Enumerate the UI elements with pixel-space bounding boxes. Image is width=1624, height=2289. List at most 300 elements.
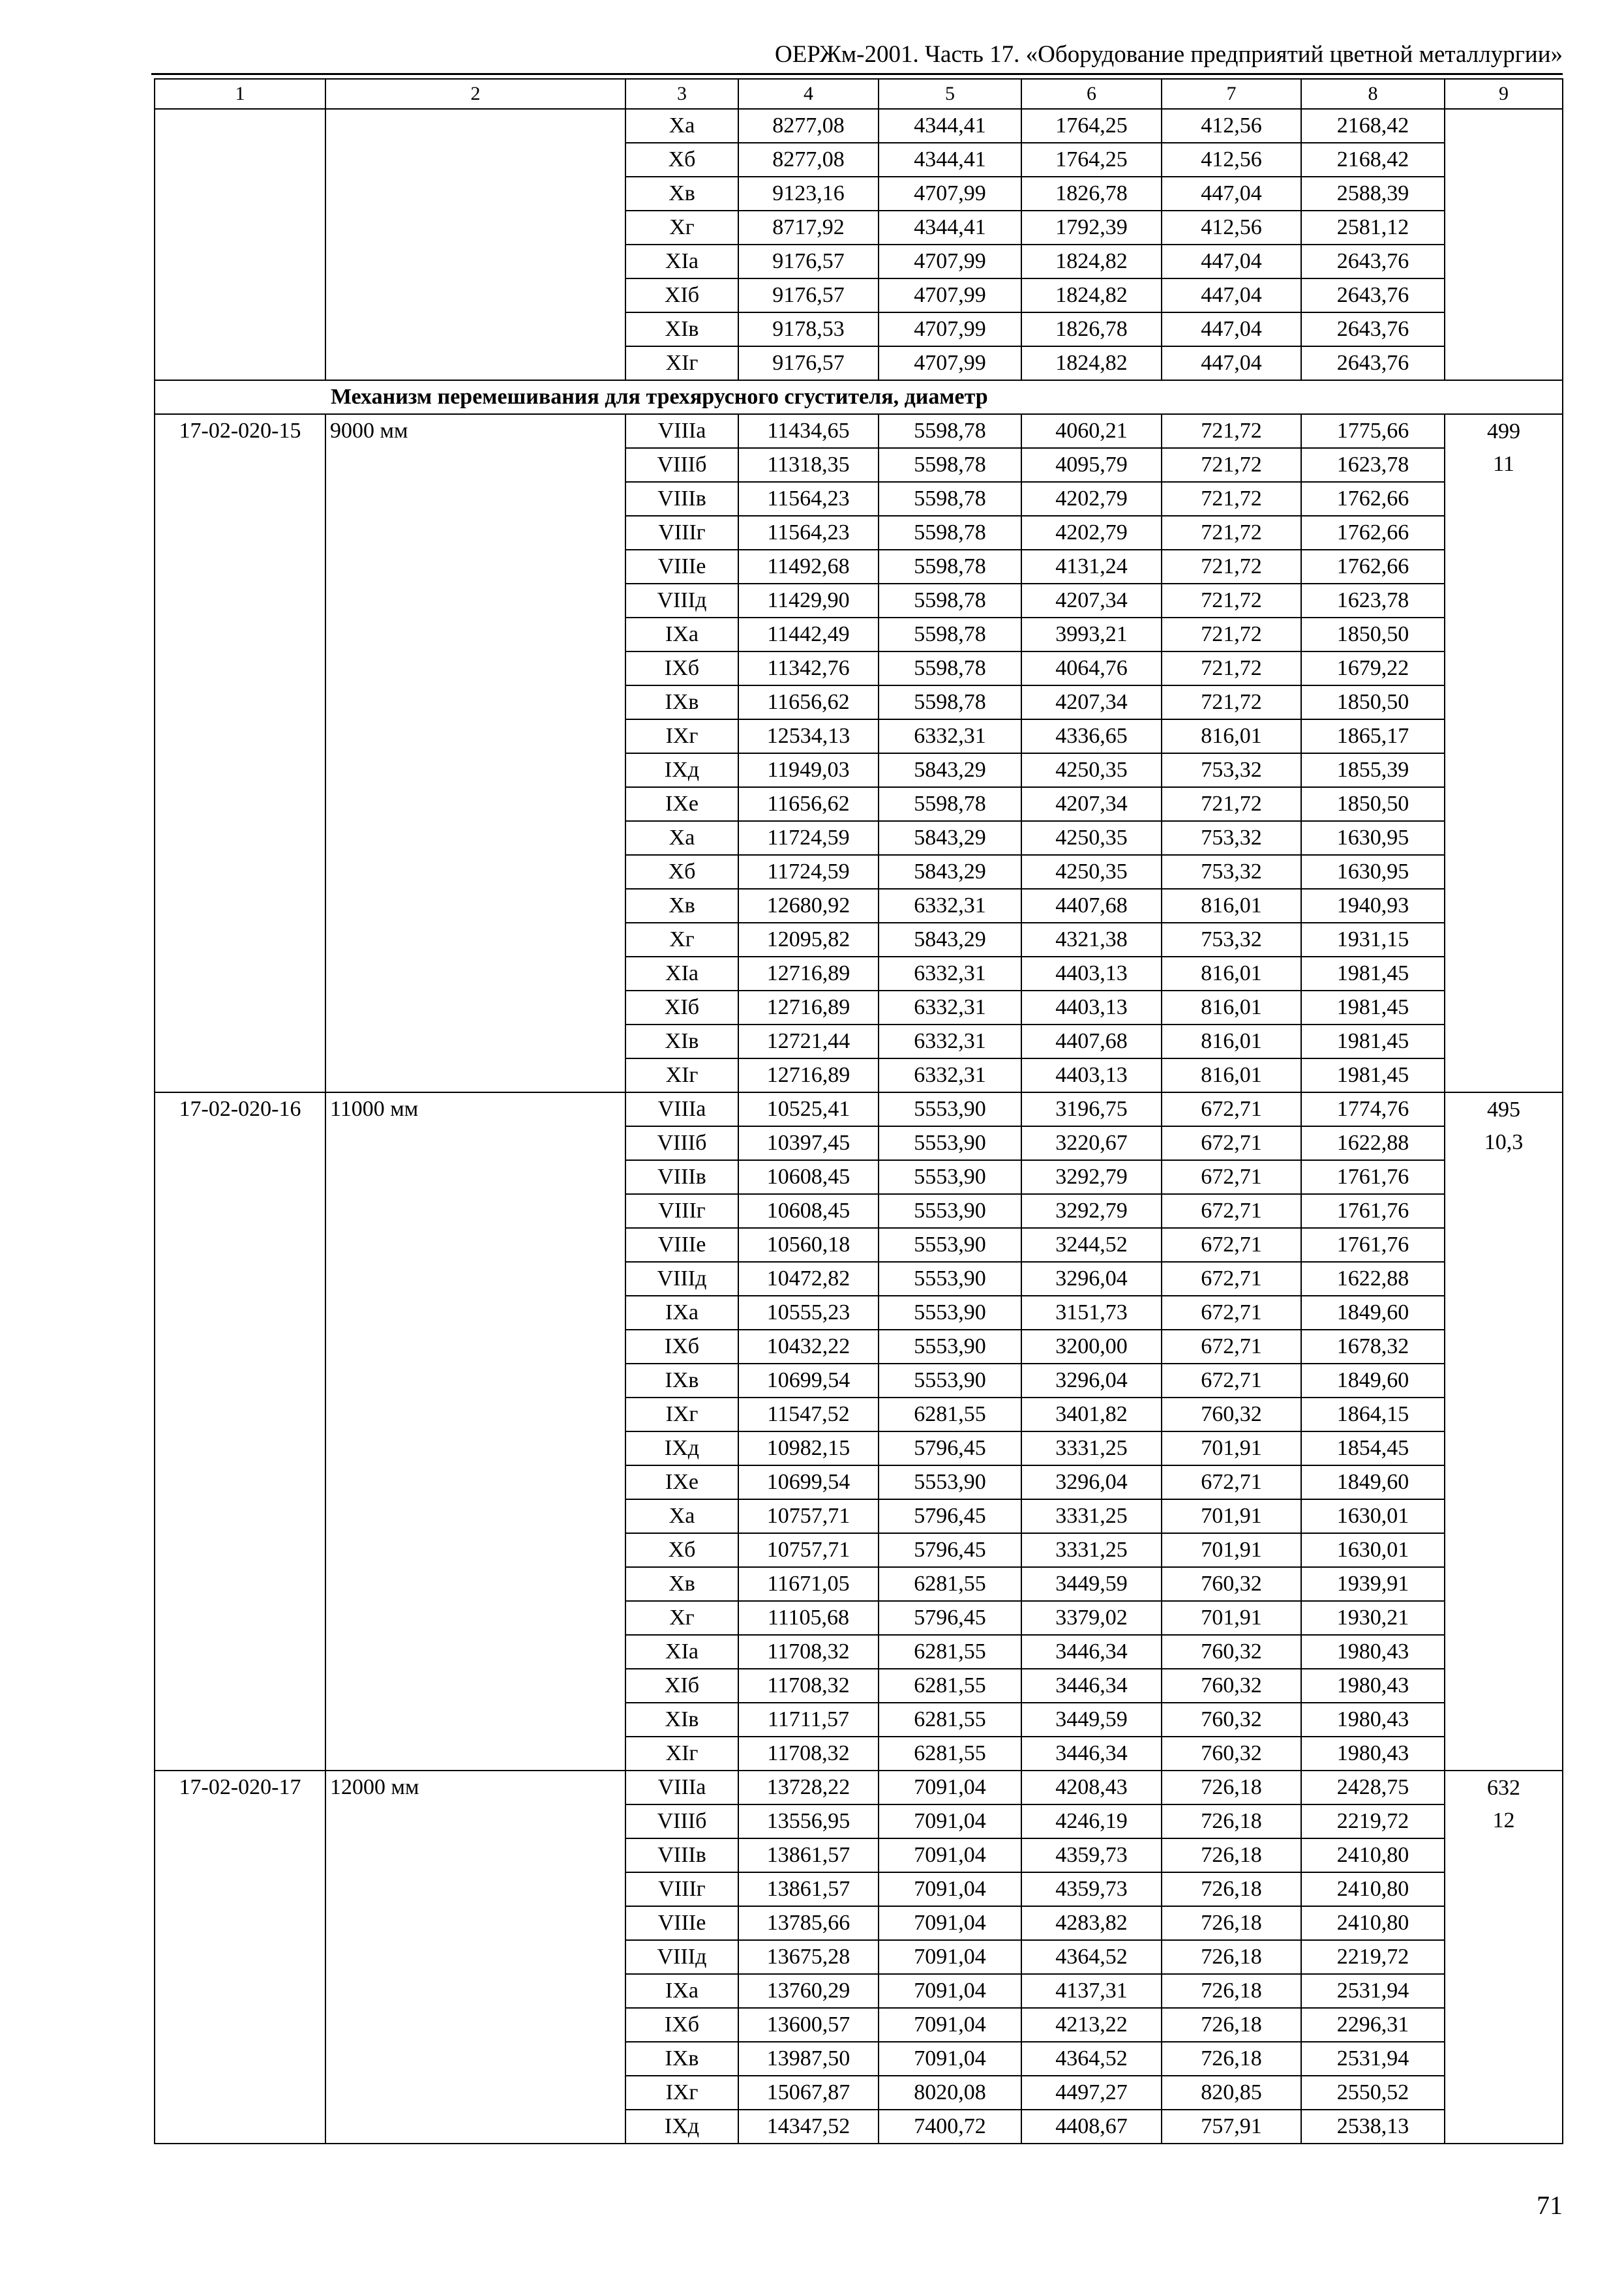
- value-cell: 13728,22: [738, 1771, 879, 1804]
- variant-cell: IXб: [625, 651, 738, 685]
- value-cell: 726,18: [1162, 1906, 1301, 1940]
- value-cell: 816,01: [1162, 1025, 1301, 1058]
- column-number: 7: [1162, 79, 1301, 109]
- value-cell: 4246,19: [1021, 1804, 1162, 1838]
- value-cell: 5796,45: [879, 1601, 1021, 1635]
- value-cell: 1630,95: [1301, 855, 1445, 889]
- value-cell: 1679,22: [1301, 651, 1445, 685]
- value-cell: 11724,59: [738, 855, 879, 889]
- column-number: 3: [625, 79, 738, 109]
- variant-cell: IXг: [625, 719, 738, 753]
- value-cell: 672,71: [1162, 1296, 1301, 1330]
- value-cell: 1762,66: [1301, 482, 1445, 516]
- value-cell: 721,72: [1162, 448, 1301, 482]
- value-cell: 4207,34: [1021, 685, 1162, 719]
- value-cell: 5598,78: [879, 414, 1021, 448]
- value-cell: 726,18: [1162, 1771, 1301, 1804]
- value-cell: 721,72: [1162, 584, 1301, 618]
- value-cell: 4207,34: [1021, 584, 1162, 618]
- value-cell: 11564,23: [738, 482, 879, 516]
- variant-cell: IXв: [625, 2042, 738, 2076]
- value-cell: 4207,34: [1021, 787, 1162, 821]
- value-cell: 7091,04: [879, 2008, 1021, 2042]
- value-cell: 2643,76: [1301, 312, 1445, 346]
- variant-cell: XIг: [625, 1737, 738, 1771]
- value-cell: 4064,76: [1021, 651, 1162, 685]
- value-cell: 1980,43: [1301, 1669, 1445, 1703]
- value-cell: 5598,78: [879, 685, 1021, 719]
- section-title: Механизм перемешивания для трехярусного сгустителя, диаметр: [325, 380, 1563, 414]
- value-cell: 760,32: [1162, 1737, 1301, 1771]
- value-cell: 2643,76: [1301, 278, 1445, 312]
- value-cell: 10982,15: [738, 1431, 879, 1465]
- value-cell: 721,72: [1162, 618, 1301, 651]
- table-row: [155, 414, 1563, 448]
- value-cell: 4707,99: [879, 312, 1021, 346]
- value-cell: 3151,73: [1021, 1296, 1162, 1330]
- value-cell: 672,71: [1162, 1126, 1301, 1160]
- value-cell: 4707,99: [879, 177, 1021, 211]
- value-cell: 4707,99: [879, 278, 1021, 312]
- value-cell: 1940,93: [1301, 889, 1445, 923]
- variant-cell: VIIIг: [625, 1194, 738, 1228]
- value-cell: 701,91: [1162, 1601, 1301, 1635]
- value-cell: 12721,44: [738, 1025, 879, 1058]
- value-cell: 1849,60: [1301, 1364, 1445, 1398]
- variant-cell: IXв: [625, 685, 738, 719]
- rate-code: 17-02-020-16: [155, 1092, 325, 1771]
- value-cell: 8277,08: [738, 143, 879, 177]
- value-cell: 6281,55: [879, 1398, 1021, 1431]
- extra-value: 11: [1445, 448, 1563, 1092]
- value-cell: 1762,66: [1301, 516, 1445, 550]
- value-cell: 4403,13: [1021, 957, 1162, 991]
- variant-cell: XIг: [625, 1058, 738, 1092]
- value-cell: 4359,73: [1021, 1872, 1162, 1906]
- value-cell: 11442,49: [738, 618, 879, 651]
- value-cell: 5553,90: [879, 1330, 1021, 1364]
- value-cell: 5796,45: [879, 1533, 1021, 1567]
- variant-cell: VIIIe: [625, 1906, 738, 1940]
- value-cell: 5553,90: [879, 1228, 1021, 1262]
- variant-cell: IXг: [625, 1398, 738, 1431]
- value-cell: 4344,41: [879, 109, 1021, 143]
- value-cell: 412,56: [1162, 109, 1301, 143]
- value-cell: 4283,82: [1021, 1906, 1162, 1940]
- variant-cell: IXa: [625, 618, 738, 651]
- value-cell: 5598,78: [879, 787, 1021, 821]
- value-cell: 4344,41: [879, 211, 1021, 245]
- value-cell: 721,72: [1162, 685, 1301, 719]
- value-cell: 816,01: [1162, 991, 1301, 1025]
- value-cell: 6281,55: [879, 1703, 1021, 1737]
- variant-cell: VIIIв: [625, 1160, 738, 1194]
- value-cell: 13556,95: [738, 1804, 879, 1838]
- value-cell: 6332,31: [879, 957, 1021, 991]
- value-cell: 1850,50: [1301, 685, 1445, 719]
- value-cell: 5843,29: [879, 923, 1021, 957]
- value-cell: 701,91: [1162, 1533, 1301, 1567]
- value-cell: 447,04: [1162, 346, 1301, 380]
- value-cell: 1981,45: [1301, 991, 1445, 1025]
- value-cell: 5553,90: [879, 1262, 1021, 1296]
- value-cell: 5796,45: [879, 1431, 1021, 1465]
- value-cell: 2643,76: [1301, 346, 1445, 380]
- value-cell: 1764,25: [1021, 143, 1162, 177]
- value-cell: 1981,45: [1301, 1058, 1445, 1092]
- header-rule: [151, 73, 1563, 75]
- section-row: [155, 380, 1563, 414]
- value-cell: 2219,72: [1301, 1940, 1445, 1974]
- table-row: [155, 109, 1563, 143]
- name-cell: [325, 109, 625, 380]
- value-cell: 11724,59: [738, 821, 879, 855]
- variant-cell: IXa: [625, 1296, 738, 1330]
- value-cell: 3331,25: [1021, 1533, 1162, 1567]
- variant-cell: Xб: [625, 143, 738, 177]
- value-cell: 1761,76: [1301, 1160, 1445, 1194]
- value-cell: 11711,57: [738, 1703, 879, 1737]
- variant-cell: Xг: [625, 211, 738, 245]
- value-cell: 726,18: [1162, 1804, 1301, 1838]
- value-cell: 10757,71: [738, 1499, 879, 1533]
- value-cell: 816,01: [1162, 957, 1301, 991]
- variant-cell: XIб: [625, 278, 738, 312]
- variant-cell: VIIIe: [625, 550, 738, 584]
- variant-cell: IXa: [625, 1974, 738, 2008]
- value-cell: 1930,21: [1301, 1601, 1445, 1635]
- value-cell: 672,71: [1162, 1194, 1301, 1228]
- value-cell: 9176,57: [738, 278, 879, 312]
- variant-cell: XIв: [625, 312, 738, 346]
- value-cell: 11564,23: [738, 516, 879, 550]
- value-cell: 816,01: [1162, 719, 1301, 753]
- variant-cell: XIб: [625, 1669, 738, 1703]
- column-number: 4: [738, 79, 879, 109]
- value-cell: 7091,04: [879, 1771, 1021, 1804]
- value-cell: 4707,99: [879, 346, 1021, 380]
- value-cell: 721,72: [1162, 482, 1301, 516]
- value-cell: 3200,00: [1021, 1330, 1162, 1364]
- value-cell: 672,71: [1162, 1364, 1301, 1398]
- value-cell: 11949,03: [738, 753, 879, 787]
- variant-cell: VIIIб: [625, 1126, 738, 1160]
- value-cell: 2219,72: [1301, 1804, 1445, 1838]
- value-cell: 4321,38: [1021, 923, 1162, 957]
- value-cell: 6281,55: [879, 1737, 1021, 1771]
- value-cell: 672,71: [1162, 1465, 1301, 1499]
- value-cell: 12716,89: [738, 991, 879, 1025]
- variant-cell: IXв: [625, 1364, 738, 1398]
- variant-cell: VIIIб: [625, 448, 738, 482]
- value-cell: 447,04: [1162, 312, 1301, 346]
- value-cell: 5553,90: [879, 1364, 1021, 1398]
- value-cell: 7400,72: [879, 2110, 1021, 2144]
- variant-cell: XIв: [625, 1703, 738, 1737]
- column-number: 9: [1445, 79, 1563, 109]
- extra-cell: [1445, 109, 1563, 380]
- value-cell: 4060,21: [1021, 414, 1162, 448]
- value-cell: 447,04: [1162, 177, 1301, 211]
- value-cell: 5598,78: [879, 482, 1021, 516]
- value-cell: 1622,88: [1301, 1262, 1445, 1296]
- variant-cell: Xa: [625, 821, 738, 855]
- value-cell: 5598,78: [879, 618, 1021, 651]
- value-cell: 2410,80: [1301, 1872, 1445, 1906]
- value-cell: 13675,28: [738, 1940, 879, 1974]
- value-cell: 3331,25: [1021, 1431, 1162, 1465]
- value-cell: 9178,53: [738, 312, 879, 346]
- extra-value: 499: [1445, 414, 1563, 448]
- value-cell: 3449,59: [1021, 1567, 1162, 1601]
- value-cell: 6281,55: [879, 1635, 1021, 1669]
- variant-cell: Xв: [625, 889, 738, 923]
- variant-cell: Xб: [625, 855, 738, 889]
- value-cell: 1849,60: [1301, 1465, 1445, 1499]
- value-cell: 672,71: [1162, 1228, 1301, 1262]
- code-cell: [155, 109, 325, 380]
- rate-code: 17-02-020-17: [155, 1771, 325, 2144]
- value-cell: 11434,65: [738, 414, 879, 448]
- value-cell: 11656,62: [738, 787, 879, 821]
- table-row: [155, 1771, 1563, 1804]
- value-cell: 672,71: [1162, 1160, 1301, 1194]
- value-cell: 6281,55: [879, 1669, 1021, 1703]
- value-cell: 11708,32: [738, 1737, 879, 1771]
- variant-cell: VIIIв: [625, 482, 738, 516]
- value-cell: 4336,65: [1021, 719, 1162, 753]
- value-cell: 1980,43: [1301, 1635, 1445, 1669]
- value-cell: 13785,66: [738, 1906, 879, 1940]
- value-cell: 4131,24: [1021, 550, 1162, 584]
- extra-value: 495: [1445, 1092, 1563, 1126]
- value-cell: 1678,32: [1301, 1330, 1445, 1364]
- variant-cell: Xa: [625, 1499, 738, 1533]
- value-cell: 760,32: [1162, 1567, 1301, 1601]
- value-cell: 10432,22: [738, 1330, 879, 1364]
- value-cell: 2531,94: [1301, 1974, 1445, 2008]
- value-cell: 726,18: [1162, 1940, 1301, 1974]
- value-cell: 721,72: [1162, 516, 1301, 550]
- variant-cell: Xв: [625, 177, 738, 211]
- value-cell: 15067,87: [738, 2076, 879, 2110]
- value-cell: 721,72: [1162, 787, 1301, 821]
- value-cell: 8020,08: [879, 2076, 1021, 2110]
- value-cell: 4095,79: [1021, 448, 1162, 482]
- value-cell: 11429,90: [738, 584, 879, 618]
- value-cell: 4250,35: [1021, 821, 1162, 855]
- value-cell: 1623,78: [1301, 448, 1445, 482]
- equipment-name: 12000 мм: [325, 1771, 625, 2144]
- value-cell: 13861,57: [738, 1872, 879, 1906]
- variant-cell: VIIIe: [625, 1228, 738, 1262]
- value-cell: 4202,79: [1021, 482, 1162, 516]
- running-header: ОЕРЖм-2001. Часть 17. «Оборудование предприятий цветной металлургии»: [774, 41, 1563, 68]
- value-cell: 10472,82: [738, 1262, 879, 1296]
- value-cell: 5843,29: [879, 753, 1021, 787]
- value-cell: 1630,95: [1301, 821, 1445, 855]
- value-cell: 13600,57: [738, 2008, 879, 2042]
- value-cell: 3196,75: [1021, 1092, 1162, 1126]
- value-cell: 4364,52: [1021, 2042, 1162, 2076]
- extra-value: 10,3: [1445, 1126, 1563, 1771]
- value-cell: 1849,60: [1301, 1296, 1445, 1330]
- value-cell: 1775,66: [1301, 414, 1445, 448]
- variant-cell: IXд: [625, 753, 738, 787]
- value-cell: 4407,68: [1021, 1025, 1162, 1058]
- extra-value: 12: [1445, 1804, 1563, 2144]
- value-cell: 2168,42: [1301, 143, 1445, 177]
- variant-cell: VIIIa: [625, 1771, 738, 1804]
- value-cell: 12680,92: [738, 889, 879, 923]
- value-cell: 11656,62: [738, 685, 879, 719]
- value-cell: 11342,76: [738, 651, 879, 685]
- column-number-row: [155, 79, 1563, 109]
- value-cell: 3401,82: [1021, 1398, 1162, 1431]
- value-cell: 1824,82: [1021, 278, 1162, 312]
- value-cell: 1981,45: [1301, 957, 1445, 991]
- value-cell: 721,72: [1162, 651, 1301, 685]
- value-cell: 1980,43: [1301, 1737, 1445, 1771]
- value-cell: 5598,78: [879, 448, 1021, 482]
- rate-code: 17-02-020-15: [155, 414, 325, 1092]
- column-number: 6: [1021, 79, 1162, 109]
- equipment-name: 9000 мм: [325, 414, 625, 1092]
- value-cell: 2531,94: [1301, 2042, 1445, 2076]
- value-cell: 412,56: [1162, 143, 1301, 177]
- value-cell: 3296,04: [1021, 1262, 1162, 1296]
- value-cell: 10757,71: [738, 1533, 879, 1567]
- variant-cell: VIIIд: [625, 1262, 738, 1296]
- value-cell: 1761,76: [1301, 1228, 1445, 1262]
- value-cell: 7091,04: [879, 1804, 1021, 1838]
- value-cell: 1761,76: [1301, 1194, 1445, 1228]
- value-cell: 4403,13: [1021, 1058, 1162, 1092]
- value-cell: 5598,78: [879, 550, 1021, 584]
- value-cell: 1850,50: [1301, 618, 1445, 651]
- value-cell: 2296,31: [1301, 2008, 1445, 2042]
- value-cell: 12716,89: [738, 957, 879, 991]
- value-cell: 9176,57: [738, 346, 879, 380]
- value-cell: 4707,99: [879, 245, 1021, 278]
- value-cell: 1864,15: [1301, 1398, 1445, 1431]
- value-cell: 6332,31: [879, 1058, 1021, 1092]
- value-cell: 10699,54: [738, 1465, 879, 1499]
- value-cell: 7091,04: [879, 2042, 1021, 2076]
- column-number: 5: [879, 79, 1021, 109]
- value-cell: 2581,12: [1301, 211, 1445, 245]
- value-cell: 3331,25: [1021, 1499, 1162, 1533]
- variant-cell: IXг: [625, 2076, 738, 2110]
- table-row: [155, 1092, 1563, 1126]
- value-cell: 701,91: [1162, 1431, 1301, 1465]
- value-cell: 13987,50: [738, 2042, 879, 2076]
- value-cell: 5598,78: [879, 584, 1021, 618]
- value-cell: 10525,41: [738, 1092, 879, 1126]
- value-cell: 757,91: [1162, 2110, 1301, 2144]
- value-cell: 820,85: [1162, 2076, 1301, 2110]
- value-cell: 701,91: [1162, 1499, 1301, 1533]
- value-cell: 4208,43: [1021, 1771, 1162, 1804]
- value-cell: 8277,08: [738, 109, 879, 143]
- value-cell: 5843,29: [879, 821, 1021, 855]
- variant-cell: IXб: [625, 1330, 738, 1364]
- value-cell: 1630,01: [1301, 1499, 1445, 1533]
- rates-table: [154, 78, 1563, 2144]
- value-cell: 753,32: [1162, 855, 1301, 889]
- value-cell: 13760,29: [738, 1974, 879, 2008]
- value-cell: 1824,82: [1021, 346, 1162, 380]
- value-cell: 1826,78: [1021, 312, 1162, 346]
- value-cell: 1630,01: [1301, 1533, 1445, 1567]
- value-cell: 10397,45: [738, 1126, 879, 1160]
- value-cell: 7091,04: [879, 1906, 1021, 1940]
- value-cell: 1865,17: [1301, 719, 1445, 753]
- value-cell: 11671,05: [738, 1567, 879, 1601]
- value-cell: 7091,04: [879, 1940, 1021, 1974]
- value-cell: 760,32: [1162, 1703, 1301, 1737]
- table-body: [155, 109, 1563, 2144]
- value-cell: 6332,31: [879, 889, 1021, 923]
- value-cell: 760,32: [1162, 1398, 1301, 1431]
- variant-cell: XIб: [625, 991, 738, 1025]
- value-cell: 4344,41: [879, 143, 1021, 177]
- value-cell: 4250,35: [1021, 855, 1162, 889]
- value-cell: 2588,39: [1301, 177, 1445, 211]
- value-cell: 1622,88: [1301, 1126, 1445, 1160]
- value-cell: 11708,32: [738, 1635, 879, 1669]
- variant-cell: IXe: [625, 1465, 738, 1499]
- variant-cell: VIIIд: [625, 584, 738, 618]
- value-cell: 816,01: [1162, 889, 1301, 923]
- value-cell: 2428,75: [1301, 1771, 1445, 1804]
- value-cell: 3446,34: [1021, 1737, 1162, 1771]
- value-cell: 12534,13: [738, 719, 879, 753]
- variant-cell: VIIIг: [625, 516, 738, 550]
- value-cell: 6332,31: [879, 991, 1021, 1025]
- value-cell: 4408,67: [1021, 2110, 1162, 2144]
- section-spacer: [155, 380, 325, 414]
- value-cell: 726,18: [1162, 2008, 1301, 2042]
- variant-cell: IXд: [625, 1431, 738, 1465]
- value-cell: 5553,90: [879, 1296, 1021, 1330]
- value-cell: 8717,92: [738, 211, 879, 245]
- column-number: 8: [1301, 79, 1445, 109]
- value-cell: 1850,50: [1301, 787, 1445, 821]
- value-cell: 1792,39: [1021, 211, 1162, 245]
- variant-cell: IXд: [625, 2110, 738, 2144]
- column-number: 1: [155, 79, 325, 109]
- variant-cell: Xa: [625, 109, 738, 143]
- value-cell: 2410,80: [1301, 1906, 1445, 1940]
- value-cell: 2410,80: [1301, 1838, 1445, 1872]
- value-cell: 1764,25: [1021, 109, 1162, 143]
- value-cell: 721,72: [1162, 414, 1301, 448]
- value-cell: 5843,29: [879, 855, 1021, 889]
- value-cell: 672,71: [1162, 1262, 1301, 1296]
- value-cell: 1854,45: [1301, 1431, 1445, 1465]
- value-cell: 11547,52: [738, 1398, 879, 1431]
- value-cell: 7091,04: [879, 1872, 1021, 1906]
- value-cell: 3244,52: [1021, 1228, 1162, 1262]
- value-cell: 753,32: [1162, 821, 1301, 855]
- value-cell: 753,32: [1162, 923, 1301, 957]
- value-cell: 9176,57: [738, 245, 879, 278]
- equipment-name: 11000 мм: [325, 1092, 625, 1771]
- variant-cell: XIa: [625, 1635, 738, 1669]
- value-cell: 1774,76: [1301, 1092, 1445, 1126]
- value-cell: 4497,27: [1021, 2076, 1162, 2110]
